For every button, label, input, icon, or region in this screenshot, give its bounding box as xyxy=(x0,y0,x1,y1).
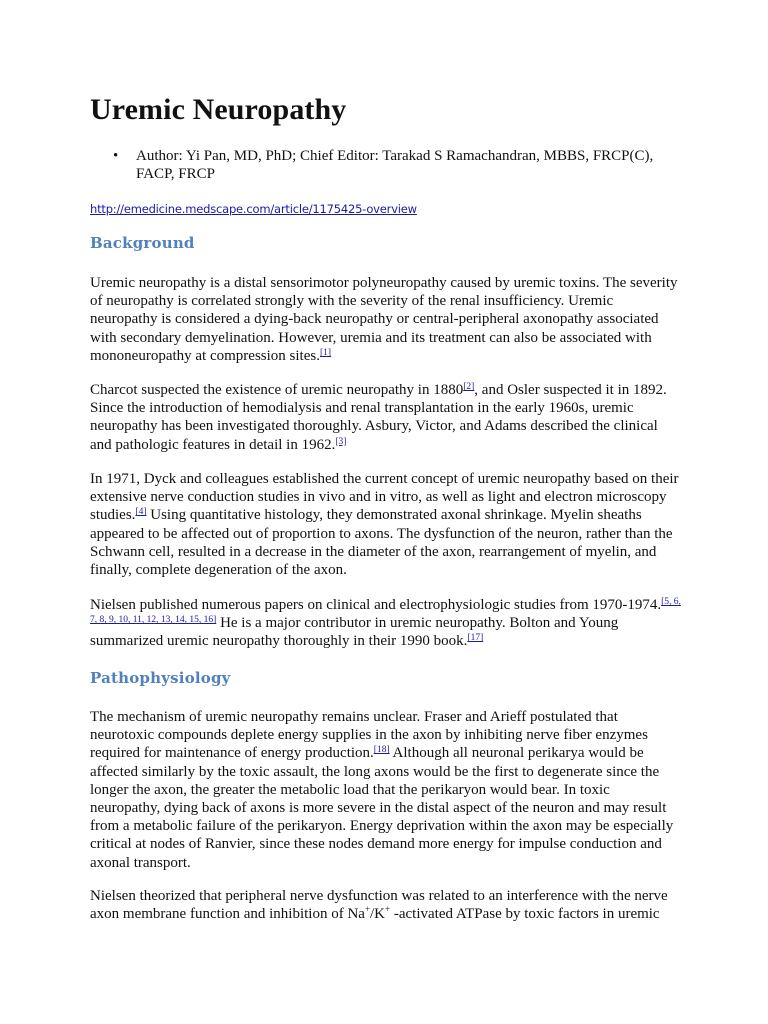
text: -activated ATPase by toxic factors in uremic xyxy=(390,906,660,923)
citation-link[interactable]: [2] xyxy=(463,382,475,392)
paragraph-pathophysiology-2 xyxy=(90,887,682,923)
heading-background: Background xyxy=(90,234,195,252)
citation-link[interactable]: [3] xyxy=(335,436,347,447)
text: , and Osler suspected it in 1892. Since the introduction of hemodialysis and renal transplantation in the early 1960s, uremic neuropathy has been investigated thoroughly. Asbury, Victor, and Adams described the clinical and pathologic features in detail in 1962. xyxy=(90,382,667,453)
paragraph-background-1 xyxy=(90,274,682,365)
superscript: + xyxy=(385,904,391,915)
source-link[interactable]: http://emedicine.medscape.com/article/1175425-overview xyxy=(90,202,417,216)
text: In 1971, Dyck and colleagues established the current concept of uremic neuropathy based on their extensive nerve conduction studies in vivo and in vitro, as well as light and electron microscopy studies. xyxy=(90,471,679,524)
author-item xyxy=(90,147,680,183)
citation-link[interactable]: [17] xyxy=(467,633,484,644)
paragraph-background-4 xyxy=(90,596,682,651)
citation-link[interactable]: [18] xyxy=(373,745,390,756)
text: The mechanism of uremic neuropathy remains unclear. Fraser and Arieff postulated that neurotoxic compounds deplete energy supplies in the axon by inhibiting nerve fiber enzymes required for maintenance of energy production. xyxy=(90,709,648,762)
text: Uremic neuropathy is a distal sensorimotor polyneuropathy caused by uremic toxins. The severity of neuropathy is correlated strongly with the severity of the renal insufficiency. Uremic neuropathy is considered a dying-back neuropathy or central-peripheral axonopathy associated with secondary demyelination. However, uremia and its treatment can also be associated with mononeuropathy at compression sites. xyxy=(90,275,678,364)
text: Nielsen theorized that peripheral nerve dysfunction was related to an interference with the nerve axon membrane function and inhibition of Na xyxy=(90,888,668,923)
text: Charcot suspected the existence of uremic neuropathy in 1880 xyxy=(90,382,464,398)
citation-link[interactable]: [1] xyxy=(319,347,332,358)
author-list xyxy=(90,147,680,183)
page-title: Uremic Neuropathy xyxy=(90,93,347,126)
paragraph-background-2 xyxy=(90,381,682,454)
superscript: + xyxy=(364,904,371,915)
text: Using quantitative histology, they demonstrated axonal shrinkage. Myelin sheaths appeared to be affected out of proportion to axons. The dysfunction of the neuron, rather than the Schwann cell, resulted in a decrease in the diameter of the axon, rearrangement of myelin, and finally, complete degeneration of the axon. xyxy=(90,507,673,579)
paragraph-background-3 xyxy=(90,470,682,579)
citation-link[interactable]: [4] xyxy=(135,507,147,518)
text: He is a major contributor in uremic neuropathy. Bolton and Young summarized uremic neuropathy thoroughly in their 1990 book. xyxy=(90,615,619,650)
text: /K xyxy=(370,906,386,923)
author-text: • Author: Yi Pan, MD, PhD; Chief Editor: Tarakad S Ramachandran, MBBS, FRCP(C), FACP, FRCP xyxy=(136,148,654,182)
text: Nielsen published numerous papers on clinical and electrophysiologic studies from 1970-1974. xyxy=(90,597,662,613)
citation-link[interactable]: [5, 6, 7, 8, 9, 10, 11, 12, 13, 14, 15, 16] xyxy=(90,597,681,626)
text: Although all neuronal perikarya would be affected similarly by the toxic assault, the long axons would be the first to degenerate since the longer the axon, the greater the metabolic load that the perikaryon would bear. In toxic neuropathy, dying back of axons is more severe in the distal aspect of the neuron and may result from a metabolic failure of the perikaryon. Energy deprivation within the axon may be especially critical at nodes of Ranvier, since these nodes demand more energy for impulse conduction and axonal transport. xyxy=(90,745,674,871)
paragraph-pathophysiology-1 xyxy=(90,708,682,872)
heading-pathophysiology: Pathophysiology xyxy=(90,669,231,687)
